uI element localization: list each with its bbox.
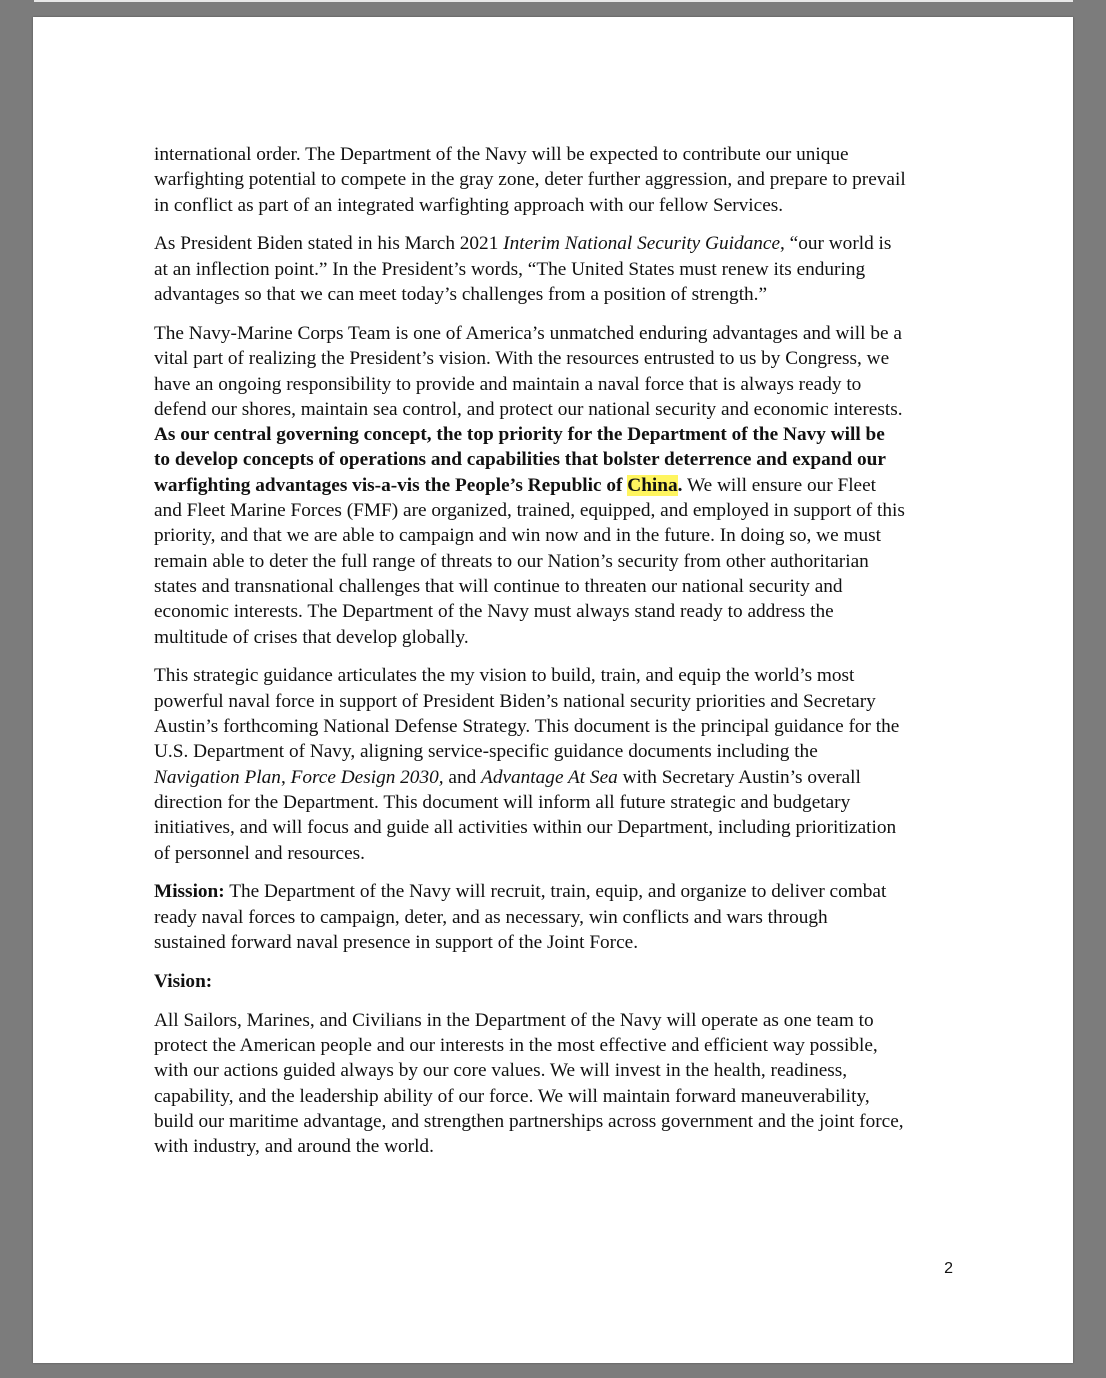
text-line: ready naval forces to campaign, deter, and as necessary, win conflicts and wars through (154, 906, 828, 928)
text-line: U.S. Department of Navy, aligning service-specific guidance documents including the (154, 741, 818, 763)
text-line: economic interests. The Department of the Navy must always stand ready to address the (154, 601, 834, 623)
page-body (154, 142, 964, 1173)
text-line: at an inflection point.” In the President’s words, “The United States must renew its enduring (154, 258, 866, 280)
document-title-reference: Navigation Plan (154, 766, 281, 788)
bold-text: . (677, 474, 683, 496)
bold-statement-line: As our central governing concept, the top priority for the Department of the Navy will be (154, 424, 885, 446)
text-line: Austin’s forthcoming National Defense Strategy. This document is the principal guidance for the (154, 716, 900, 738)
text-line: As President Biden stated in his March 2021 (154, 233, 504, 255)
text-line: advantages so that we can meet today’s challenges from a position of strength.” (154, 284, 768, 306)
text-line: in conflict as part of an integrated warfighting approach with our fellow Services. (154, 194, 784, 216)
text-line: and (443, 766, 482, 788)
document-title-reference: Force Design 2030, (290, 766, 444, 788)
text-line: The Department of the Navy will recruit, train, equip, and organize to deliver combat (224, 881, 887, 903)
mission-label: Mission: (154, 881, 225, 903)
search-highlight: China (627, 474, 678, 496)
text-line: capability, and the leadership ability of our force. We will maintain forward maneuverability, (154, 1085, 870, 1107)
text-line: build our maritime advantage, and strengthen partnerships across government and the joint force, (154, 1110, 904, 1132)
text-line: priority, and that we are able to campaign and win now and in the future. In doing so, we must (154, 525, 881, 547)
bold-text: warfighting advantages vis-a-vis the People’s Republic of (154, 474, 628, 496)
text-line: warfighting potential to compete in the gray zone, deter further aggression, and prepare to prevail (154, 169, 906, 191)
text-line: , “our world is (780, 233, 892, 255)
text-line: initiatives, and will focus and guide all activities within our Department, including prioritization (154, 817, 897, 839)
text-line: international order. The Department of the Navy will be expected to contribute our unique (154, 144, 849, 165)
text-line: remain able to deter the full range of threats to our Nation’s security from other authoritarian (154, 550, 869, 572)
text-line: with Secretary Austin’s overall (617, 766, 861, 788)
paragraph-vision-heading (154, 969, 964, 994)
text-line: have an ongoing responsibility to provide and maintain a naval force that is always ready to (154, 373, 862, 395)
text-line: We will ensure our Fleet (682, 474, 877, 496)
bold-statement-line (154, 475, 682, 496)
text-line: All Sailors, Marines, and Civilians in the Department of the Navy will operate as one team to (154, 1009, 874, 1031)
text-line: multitude of crises that develop globally. (154, 626, 469, 648)
paragraph-vision (154, 1008, 964, 1160)
paragraph-president-quote (154, 231, 964, 307)
previous-page-edge (34, 0, 1073, 2)
text-line: defend our shores, maintain sea control, and protect our national security and economic interests. (154, 398, 903, 420)
document-title-reference: Interim National Security Guidance (503, 233, 781, 255)
text-line: The Navy-Marine Corps Team is one of America’s unmatched enduring advantages and will be a (154, 322, 902, 344)
document-page (33, 17, 1073, 1363)
paragraph-mission (154, 879, 964, 955)
paragraph-central-concept (154, 321, 964, 650)
text-line: direction for the Department. This document will inform all future strategic and budgetary (154, 791, 851, 813)
text-line: of personnel and resources. (154, 842, 365, 864)
text-line: and Fleet Marine Forces (FMF) are organized, trained, equipped, and employed in support of this (154, 500, 905, 522)
text-line: with industry, and around the world. (154, 1136, 434, 1158)
text-line: vital part of realizing the President’s vision. With the resources entrusted to us by Congress, we (154, 348, 890, 370)
text-line: with our actions guided always by our core values. We will invest in the health, readiness, (154, 1060, 848, 1082)
text-line: , (280, 766, 291, 788)
text-line: This strategic guidance articulates the my vision to build, train, and equip the world’s most (154, 665, 855, 687)
text-line: powerful naval force in support of President Biden’s national security priorities and Secretary (154, 690, 876, 712)
text-line: sustained forward naval presence in support of the Joint Force. (154, 931, 639, 953)
bold-statement-line: to develop concepts of operations and capabilities that bolster deterrence and expand our (154, 449, 886, 471)
vision-label: Vision: (154, 970, 213, 992)
paragraph-strategic-guidance (154, 663, 964, 865)
text-line: states and transnational challenges that will continue to threaten our national security and (154, 575, 843, 597)
paragraph-international-order (154, 142, 964, 218)
page-number: 2 (944, 1260, 953, 1277)
document-title-reference: Advantage At Sea (481, 766, 618, 788)
text-line: protect the American people and our interests in the most effective and efficient way possible, (154, 1035, 878, 1057)
